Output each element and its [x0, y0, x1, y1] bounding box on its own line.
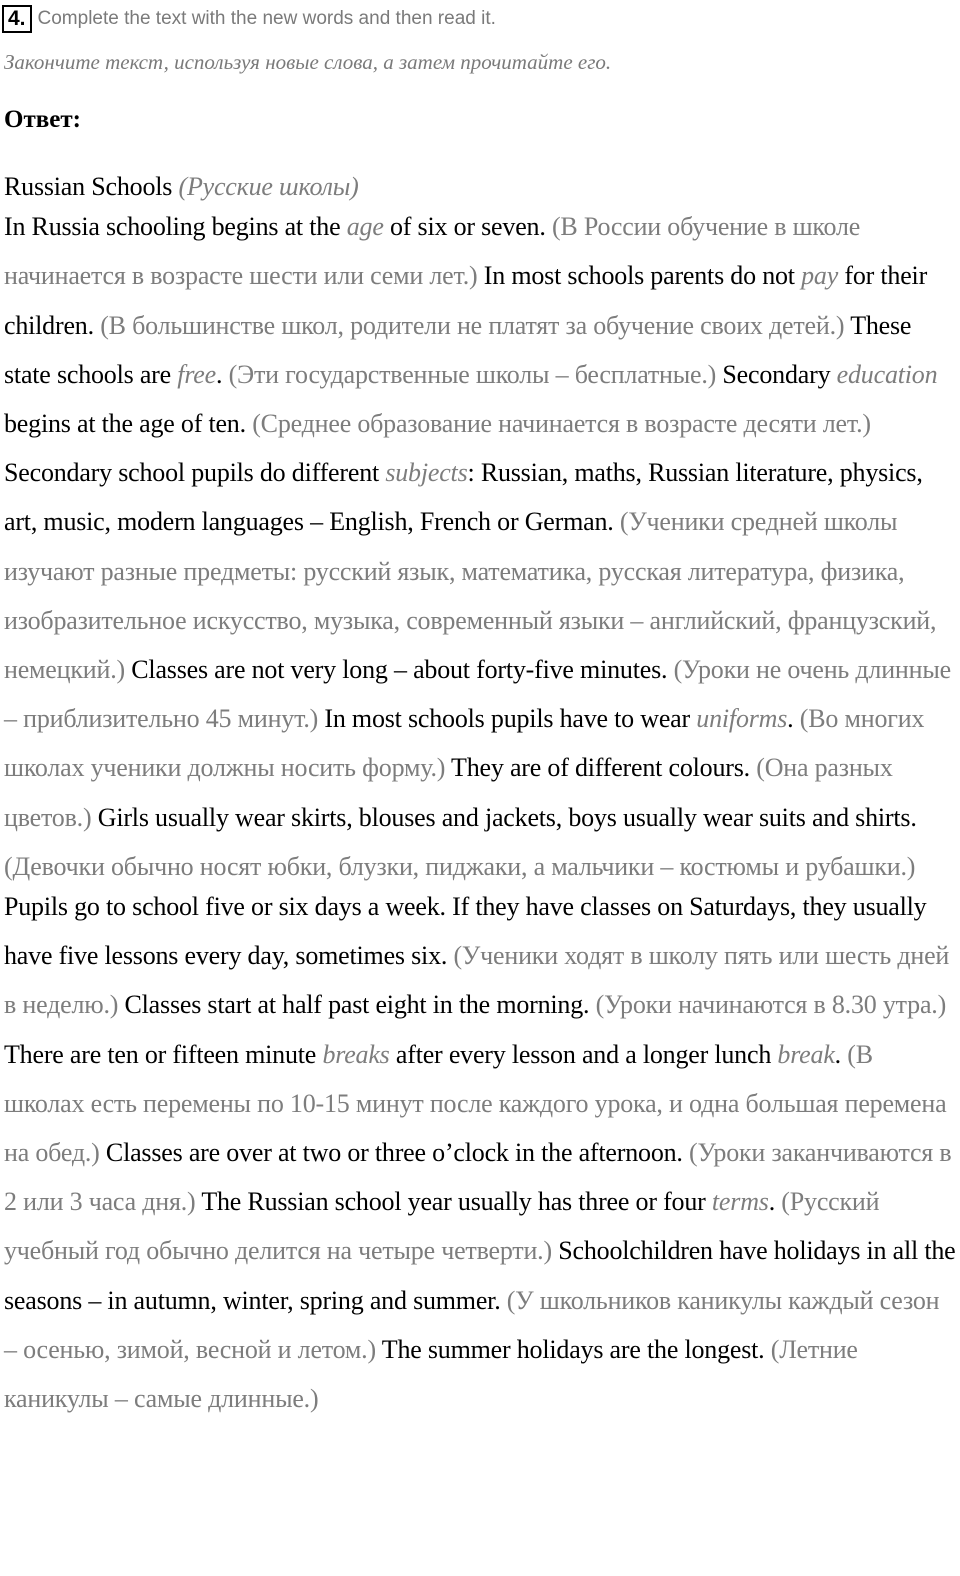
paragraph-2: [4, 882, 958, 1423]
russian-translation: (Уроки не очень длинные – приблизительно 45 минут.): [4, 655, 951, 734]
russian-translation: (Ученики средней школы изучают разные предметы: русский язык, математика, русская литература, физика, изобразительное искусство, музыка, современный языки – английский, французский, немецкий.): [4, 507, 937, 685]
english-text: In most schools parents do not: [477, 261, 802, 291]
english-text: .: [787, 704, 800, 734]
russian-translation: (Русский учебный год обычно делится на четыре четверти.): [4, 1187, 880, 1266]
new-word: terms: [711, 1187, 769, 1217]
english-text: Girls usually wear skirts, blouses and jackets, boys usually wear suits and shirts.: [91, 802, 917, 832]
english-text: Russian Schools: [4, 172, 179, 201]
english-text: In most schools pupils have to wear: [318, 704, 697, 734]
english-text: after every lesson and a longer lunch: [389, 1039, 778, 1069]
english-text: Secondary school pupils do different: [4, 458, 386, 488]
task-instruction-russian: Закончите текст, используя новые слова, а затем прочитайте его.: [4, 50, 612, 74]
russian-translation: (У школьников каникулы каждый сезон – осенью, зимой, весной и летом.): [4, 1285, 940, 1364]
english-text: Classes are over at two or three o’clock in the afternoon.: [99, 1138, 690, 1168]
new-word: education: [836, 359, 938, 389]
english-text: : Russian, maths, Russian literature, physics, art, music, modern languages – English, French or German.: [4, 458, 923, 537]
english-text: Schoolchildren have holidays in all the seasons – in autumn, winter, spring and summer.: [4, 1236, 956, 1315]
english-text: .: [768, 1187, 782, 1217]
english-text: .: [215, 359, 229, 389]
new-word: subjects: [385, 458, 468, 488]
new-word: breaks: [322, 1039, 390, 1069]
english-text: There are ten or fifteen minute: [4, 1039, 323, 1069]
english-text: of six or seven.: [383, 212, 552, 242]
english-text: In Russia schooling begins at the: [4, 212, 347, 242]
task-number: 4.: [2, 5, 32, 33]
english-text: These state schools are: [4, 310, 912, 389]
task-instruction-english: Complete the text with the new words and then read it.: [37, 8, 496, 29]
english-text: Pupils go to school five or six days a week. If they have classes on Saturdays, they usually have five lessons every day, sometimes six.: [4, 892, 927, 971]
russian-translation: (Летние каникулы – самые длинные.): [4, 1334, 858, 1414]
english-text: The summer holidays are the longest.: [375, 1334, 771, 1364]
english-text: Classes start at half past eight in the morning.: [118, 990, 596, 1020]
answer-text: [4, 162, 958, 1423]
english-text: Classes are not very long – about forty-five minutes.: [124, 655, 674, 685]
paragraph-1: [4, 202, 958, 891]
new-word: (Русские школы): [178, 172, 359, 201]
english-text: The Russian school year usually has three or four: [195, 1187, 712, 1217]
russian-translation: (В большинстве школ, родители не платят за обучение своих детей.): [100, 310, 845, 340]
new-word: pay: [801, 261, 839, 291]
russian-translation: (Во многих школах ученики должны носить форму.): [4, 704, 925, 783]
russian-translation: (Ученики ходят в школу пять или шесть дней в неделю.): [4, 941, 950, 1020]
russian-translation: (Девочки обычно носят юбки, блузки, пиджаки, а мальчики – костюмы и рубашки.): [4, 851, 916, 881]
english-text: Secondary: [716, 359, 837, 389]
english-text: They are of different colours.: [445, 753, 757, 783]
answer-label: Ответ:: [4, 106, 81, 133]
russian-translation: (Эти государственные школы – бесплатные.): [228, 359, 717, 389]
russian-translation: (Среднее образование начинается в возрасте десяти лет.): [252, 409, 871, 439]
new-word: free: [177, 359, 216, 389]
new-word: age: [346, 212, 384, 242]
new-word: break: [777, 1039, 835, 1069]
english-text: begins at the age of ten.: [4, 409, 253, 439]
english-text: .: [834, 1039, 848, 1069]
russian-translation: (В России обучение в школе начинается в возрасте шести или семи лет.): [4, 212, 861, 291]
new-word: uniforms: [696, 704, 788, 734]
english-text: for their children.: [4, 261, 928, 340]
russian-translation: (Уроки начинаются в 8.30 утра.): [595, 990, 947, 1020]
russian-translation: (Она разных цветов.): [4, 753, 893, 832]
russian-translation: (В школах есть перемены по 10-15 минут после каждого урока, и одна большая перемена на обед.): [4, 1039, 947, 1168]
russian-translation: (Уроки заканчиваются в 2 или 3 часа дня.): [4, 1138, 952, 1217]
task-header: [2, 4, 496, 34]
